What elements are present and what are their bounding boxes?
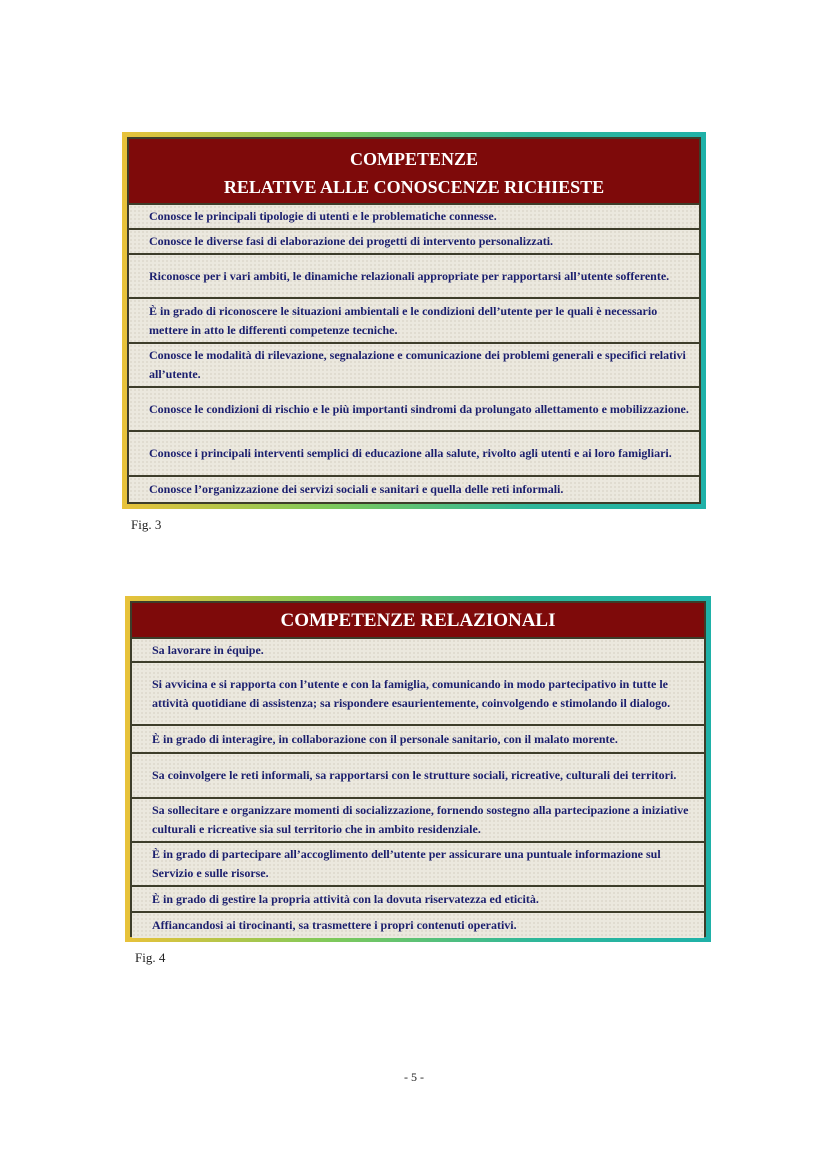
- fig4-panel: [125, 596, 711, 942]
- fig4-row: Sa coinvolgere le reti informali, sa rapportarsi con le strutture sociali, ricreative, culturali dei territori.: [132, 754, 704, 799]
- fig3-row: Conosce le principali tipologie di utenti e le problematiche connesse.: [129, 205, 699, 230]
- fig4-row: È in grado di gestire la propria attività con la dovuta riservatezza ed eticità.: [132, 887, 704, 913]
- fig3-header: [129, 139, 699, 205]
- fig4-caption: Fig. 4: [135, 950, 166, 965]
- fig4-row: È in grado di interagire, in collaborazione con il personale sanitario, con il malato morente.: [132, 726, 704, 754]
- fig4-row: È in grado di partecipare all’accoglimento dell’utente per assicurare una puntuale informazione sul Servizio e sulle risorse.: [132, 843, 704, 887]
- fig3-rows: [129, 205, 699, 502]
- fig3-title-line2: RELATIVE ALLE CONOSCENZE RICHIESTE: [223, 177, 605, 197]
- fig4-title: COMPETENZE RELAZIONALI: [280, 610, 556, 631]
- fig3-row: Conosce le diverse fasi di elaborazione dei progetti di intervento personalizzati.: [129, 230, 699, 255]
- fig3-title-line1: COMPETENZE: [349, 149, 478, 169]
- fig3-row: Conosce le modalità di rilevazione, segnalazione e comunicazione dei problemi generali e specifici relativi all’utente.: [129, 344, 699, 388]
- fig3-row: Conosce i principali interventi semplici di educazione alla salute, rivolto agli utenti e ai loro famigliari.: [129, 432, 699, 477]
- page-number: - 5 -: [404, 1070, 424, 1084]
- fig3-row: Conosce le condizioni di rischio e le più importanti sindromi da prolungato allettamento e mobilizzazione.: [129, 388, 699, 432]
- fig3-panel: [122, 132, 706, 509]
- fig4-header: [132, 603, 704, 639]
- fig4-rows: [132, 639, 704, 938]
- fig4-row: Affiancandosi ai tirocinanti, sa trasmettere i propri contenuti operativi.: [132, 913, 704, 938]
- fig3-row: Riconosce per i vari ambiti, le dinamiche relazionali appropriate per rapportarsi all’utente sofferente.: [129, 255, 699, 299]
- fig4-row: Si avvicina e si rapporta con l’utente e con la famiglia, comunicando in modo partecipativo in tutte le attività quotidiane di assistenza; sa rispondere esaurientemente, coinvolgendo e stimolando il dialogo.: [132, 663, 704, 726]
- fig3-row: È in grado di riconoscere le situazioni ambientali e le condizioni dell’utente per le quali è necessario mettere in atto le differenti competenze tecniche.: [129, 299, 699, 344]
- fig4-row: Sa lavorare in équipe.: [132, 639, 704, 663]
- fig4-table: [130, 601, 706, 937]
- fig3-table: [127, 137, 701, 504]
- fig4-row: Sa sollecitare e organizzare momenti di socializzazione, fornendo sostegno alla partecipazione a iniziative culturali e ricreative sia sul territorio che in ambito residenziale.: [132, 799, 704, 843]
- fig3-caption: Fig. 3: [131, 517, 162, 532]
- fig3-row: Conosce l’organizzazione dei servizi sociali e sanitari e quella delle reti informali.: [129, 477, 699, 502]
